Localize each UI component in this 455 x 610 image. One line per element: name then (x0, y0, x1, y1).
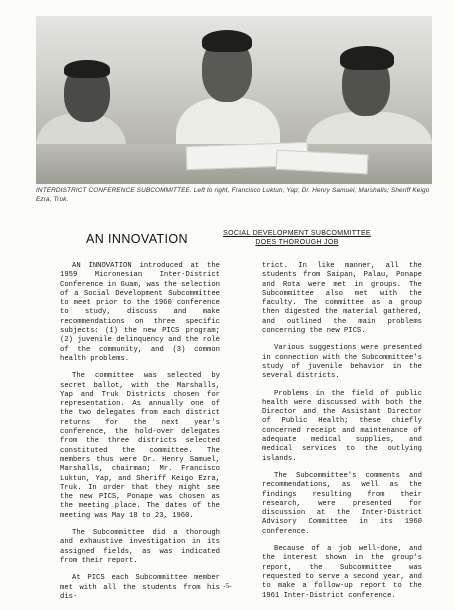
paragraph: The committee was selected by secret ballot, with the Marshalls, Yap and Truk Districts chosen for representation. As annually one of the two delegates from each district returns for the next year's conference, the hold-over delegates from the three districts selected constituted the committee. The members thus were Dr. Henry Samuel, Marshalls, chairman; Mr. Francisco Luktun, Yap, and Sheriff Keigo Ezra, Truk. In order that they might see the new PICS, Ponape was chosen as the meeting place. The dates of the meeting was May 18 to 23, 1960. (60, 372, 220, 520)
paragraph: Various suggestions were presented in connection with the Subcommittee's study of juvenile behavior in the several districts. (262, 344, 422, 381)
paragraph: Problems in the field of public health were discussed with both the Director and the Assistant Director of Public Health; these chiefly concerned receipt and maintenance of adequate medical supplies, and medical services to the outlying islands. (262, 389, 422, 463)
paragraph: trict. In like manner, all the students from Saipan, Palau, Ponape and Rota were met in groups. The Subcommittee also met with the faculty. The committee as a group then digested the material gathered, and outlined the main problems concerning the new PICS. (262, 262, 422, 336)
left-column (60, 262, 220, 610)
article-title: AN INNOVATION (86, 232, 188, 246)
article-subtitle (216, 229, 378, 247)
right-column (262, 262, 422, 609)
subtitle-line: SOCIAL DEVELOPMENT SUBCOMMITTEE (223, 230, 371, 237)
subtitle-line: DOES THOROUGH JOB (255, 239, 339, 246)
paragraph: AN INNOVATION introduced at the 1959 Micronesian Inter-District Conference in Guam, was the selection of a Social Development Subcommittee to meet prior to the 1960 conference to study, discuss and make recommendations on three specific subjects: (1) the new PICS program; (2) juvenile delinquency and the role of the community, and (3) common health problems. (60, 262, 220, 363)
paragraph: Because of a job well-done, and the interest shown in the group's report, the Subcommittee was requested to serve a second year, and to make a follow-up report to the 1961 Inter-District conference. (262, 545, 422, 600)
paragraph: The Subcommittee's comments and recommendations, as well as the findings resulting from their research, were presented for discussion at the Inter-District Advisory Committee in its 1960 conference. (262, 471, 422, 536)
photo-caption: INTERDISTRICT CONFERENCE SUBCOMMITTEE. Left to right, Francisco Luktun, Yap; Dr. Henry Samuel, Marshalls; Sheriff Keigo Ezra, Truk. (36, 187, 430, 203)
page-number: -5- (223, 582, 232, 590)
paragraph: At PICS each Subcommittee member met with all the students from his dis- (60, 574, 220, 601)
paragraph: The Subcommittee did a thorough and exhaustive investigation in its assigned fields, as was indicated from their report. (60, 529, 220, 565)
subcommittee-photo (36, 16, 432, 184)
